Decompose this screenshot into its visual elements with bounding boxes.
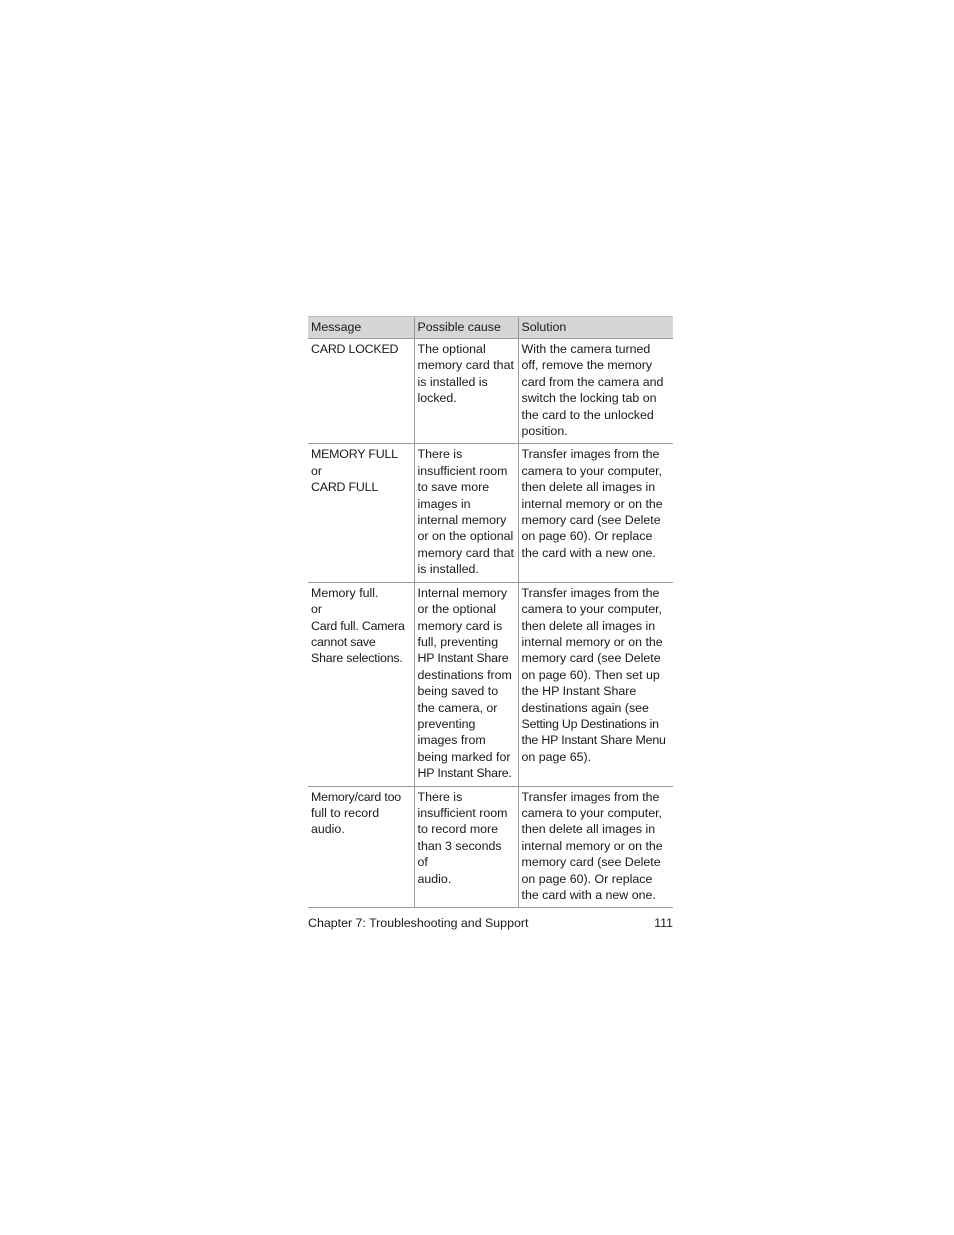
solution-line: camera to your computer, <box>521 805 662 820</box>
solution-line: the card with a new one. <box>521 545 656 560</box>
message-line: Memory full. <box>311 585 379 600</box>
solution-line: destinations again (see <box>521 700 649 715</box>
solution-line: With the camera turned <box>521 342 651 356</box>
message-line: MEMORY FULL <box>311 447 398 462</box>
solution-line: card from the camera and <box>521 374 664 389</box>
cause-line: destinations from <box>417 667 512 682</box>
solution-line: on page 60). Then set up <box>521 667 660 682</box>
message-cell <box>308 786 414 908</box>
cause-line: to record more <box>417 822 499 837</box>
message-line: audio. <box>311 822 345 837</box>
cause-line: Internal memory <box>417 585 508 600</box>
cause-line: The optional <box>417 342 486 356</box>
cause-line: locked. <box>417 391 457 406</box>
solution-line: off, remove the memory <box>521 358 653 373</box>
cause-line: to save more <box>417 480 490 495</box>
solution-line: switch the locking tab on <box>521 391 657 406</box>
column-header-possible-cause: Possible cause <box>414 317 518 339</box>
error-message-table <box>308 316 673 908</box>
solution-line: internal memory or on the <box>521 496 663 511</box>
solution-line: on page 60). Or replace <box>521 871 653 886</box>
solution-line: Transfer images from the <box>521 585 660 600</box>
solution-line: the HP Instant Share Menu <box>521 733 666 748</box>
cause-line: full, preventing <box>417 634 499 649</box>
solution-line: then delete all images in <box>521 618 656 633</box>
solution-line: camera to your computer, <box>521 463 662 478</box>
column-header-message: Message <box>308 317 414 339</box>
solution-line: the card with a new one. <box>521 888 656 902</box>
solution-line: memory card (see Delete <box>521 513 661 528</box>
message-line: full to record <box>311 805 380 820</box>
table-row <box>308 339 673 444</box>
solution-line: then delete all images in <box>521 822 656 837</box>
cause-cell <box>414 339 518 444</box>
cause-cell <box>414 786 518 908</box>
solution-line: Setting Up Destinations in <box>521 716 659 731</box>
solution-line: then delete all images in <box>521 480 656 495</box>
cause-line: internal memory <box>417 513 507 528</box>
troubleshooting-page <box>308 316 673 908</box>
message-line: or <box>311 602 323 617</box>
message-line: Card full. Camera <box>311 618 405 633</box>
cause-line: being saved to <box>417 684 499 699</box>
cause-line: than 3 seconds of <box>417 838 502 870</box>
message-line: Share selections. <box>311 651 403 666</box>
cause-line: memory card that <box>417 358 514 373</box>
solution-cell <box>518 444 673 582</box>
solution-line: position. <box>521 424 568 439</box>
cause-line: is installed. <box>417 562 479 577</box>
solution-line: Transfer images from the <box>521 447 660 462</box>
table-header-row <box>308 317 673 339</box>
column-header-solution: Solution <box>518 317 673 339</box>
solution-cell <box>518 786 673 908</box>
table-row <box>308 444 673 582</box>
solution-line: Transfer images from the <box>521 789 660 804</box>
table-row <box>308 582 673 786</box>
message-cell <box>308 582 414 786</box>
cause-line: audio. <box>417 871 452 886</box>
message-line: Memory/card too <box>311 789 401 804</box>
cause-line: memory card is <box>417 618 503 633</box>
cause-line: is installed is <box>417 374 488 389</box>
message-line: CARD LOCKED <box>311 342 399 356</box>
message-line: or <box>311 463 323 478</box>
cause-line: the camera, or <box>417 700 498 715</box>
cause-line: HP Instant Share <box>417 651 509 666</box>
cause-line: insufficient room <box>417 463 508 478</box>
cause-cell <box>414 582 518 786</box>
chapter-title: Chapter 7: Troubleshooting and Support <box>308 916 529 930</box>
cause-line: insufficient room <box>417 805 508 820</box>
message-cell <box>308 339 414 444</box>
solution-line: camera to your computer, <box>521 602 662 617</box>
table-row <box>308 786 673 908</box>
solution-line: on page 60). Or replace <box>521 529 653 544</box>
solution-line: the card to the unlocked <box>521 407 654 422</box>
cause-line: preventing <box>417 716 476 731</box>
solution-cell <box>518 582 673 786</box>
cause-line: being marked for <box>417 749 511 764</box>
cause-line: images in <box>417 496 471 511</box>
message-line: cannot save <box>311 634 376 649</box>
solution-line: memory card (see Delete <box>521 855 661 870</box>
cause-line: or the optional <box>417 602 497 617</box>
solution-line: internal memory or on the <box>521 838 663 853</box>
solution-line: internal memory or on the <box>521 634 663 649</box>
cause-cell <box>414 444 518 582</box>
solution-line: on page 65). <box>521 749 592 764</box>
message-line: CARD FULL <box>311 480 379 495</box>
cause-line: or on the optional <box>417 529 514 544</box>
page-number: 111 <box>654 916 673 930</box>
message-cell <box>308 444 414 582</box>
solution-line: the HP Instant Share <box>521 684 637 699</box>
solution-line: memory card (see Delete <box>521 651 661 666</box>
cause-line: There is <box>417 789 463 804</box>
cause-line: memory card that <box>417 545 514 560</box>
cause-line: HP Instant Share. <box>417 766 512 781</box>
cause-line: images from <box>417 733 486 748</box>
cause-line: There is <box>417 447 463 462</box>
solution-cell <box>518 339 673 444</box>
